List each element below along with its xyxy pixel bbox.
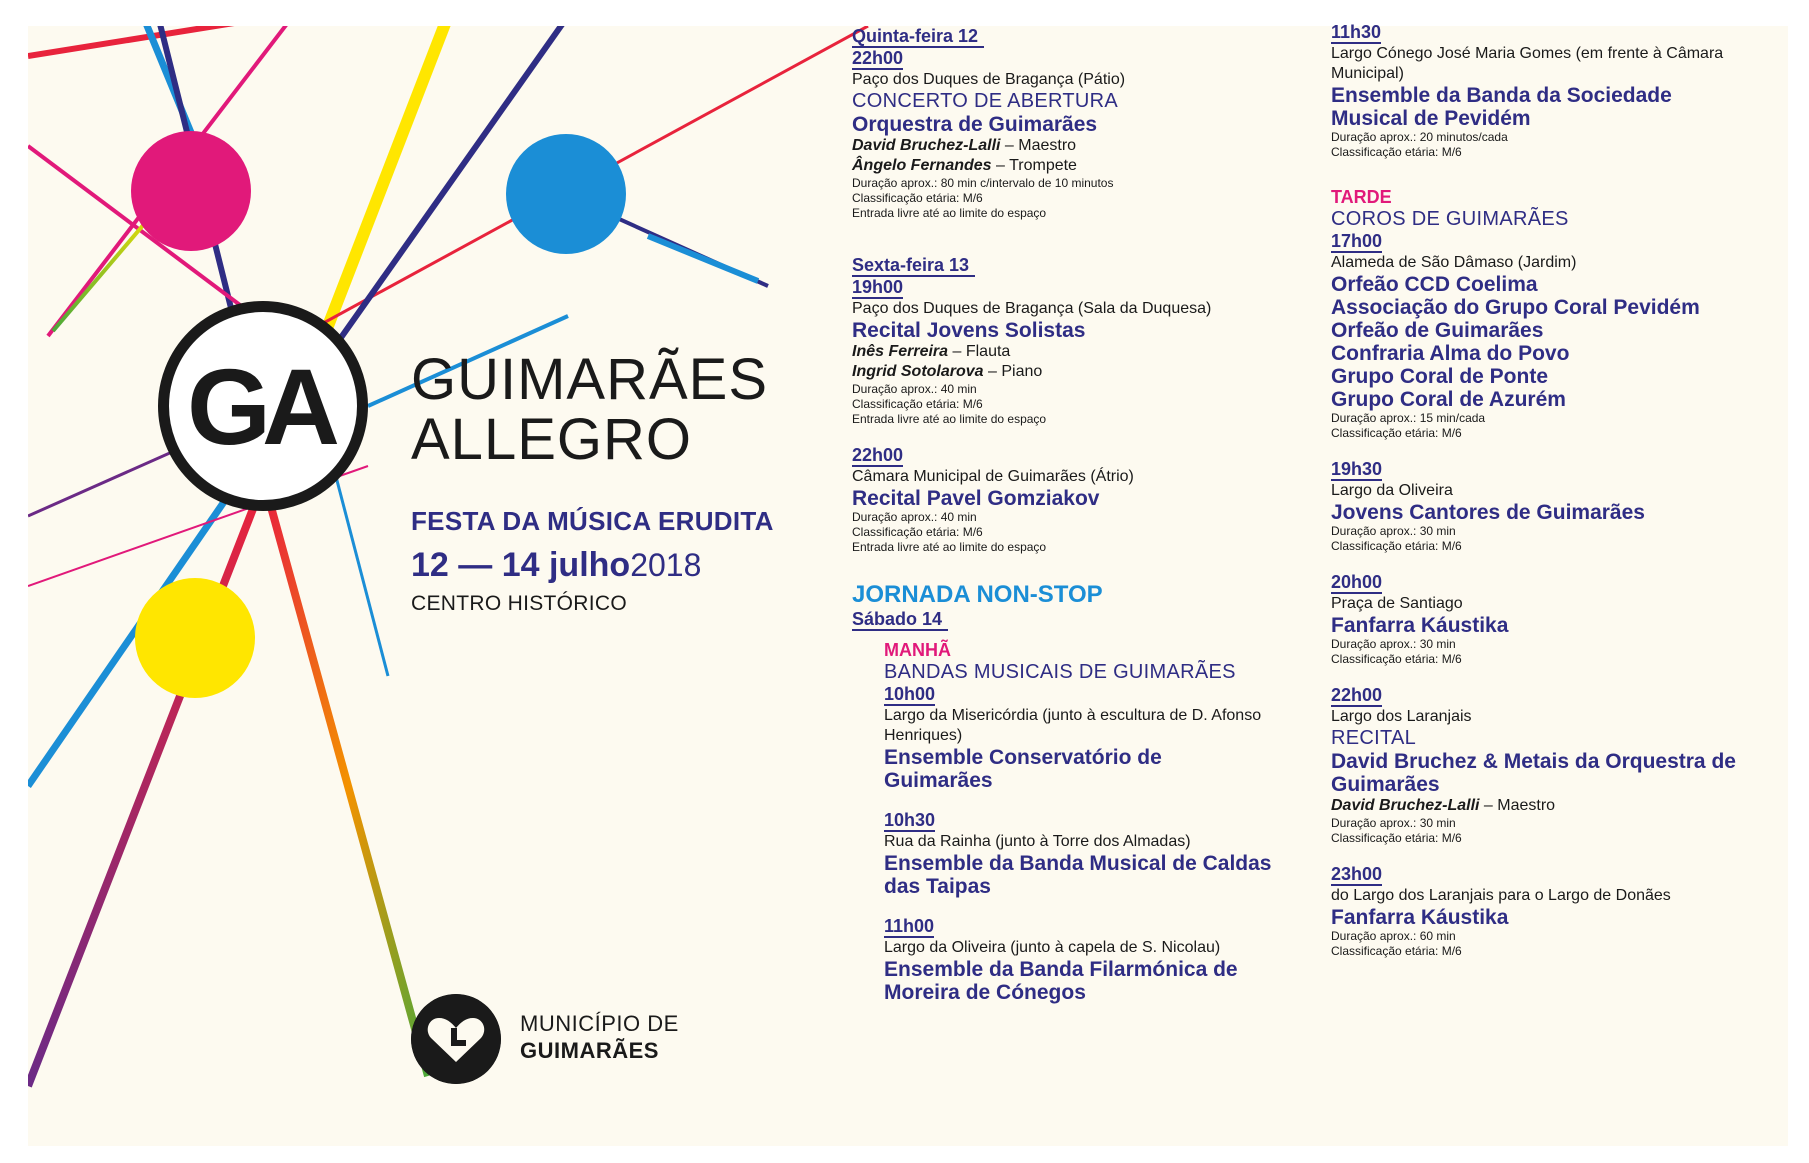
event-role xyxy=(852,156,1272,176)
morning-section xyxy=(884,631,1272,1004)
event-performer: Ensemble da Banda Filarmónica de Moreira de Cónegos xyxy=(884,958,1238,1004)
event-time: 22h00 xyxy=(852,445,904,465)
choir-name: Confraria Alma do Povo xyxy=(1331,342,1570,365)
event-duration: Duração aprox.: 15 min/cada xyxy=(1331,411,1486,425)
day-friday: Sexta-feira 13 xyxy=(852,255,975,277)
ga-logo xyxy=(158,301,368,511)
ga-logo-text: GA xyxy=(187,345,331,467)
line-blue-right xyxy=(648,236,758,281)
event-place: Largo da Oliveira xyxy=(1331,482,1453,499)
yellow-circle xyxy=(135,578,255,698)
event-category: CONCERTO DE ABERTURA xyxy=(852,90,1119,112)
event-place: Largo dos Laranjais xyxy=(1331,708,1472,725)
day-saturday: Sábado 14 xyxy=(852,609,948,631)
event-place: Largo da Oliveira (junto à capela de S. Nicolau) xyxy=(884,939,1221,956)
municipality-line-1: MUNICÍPIO DE xyxy=(520,1011,679,1036)
role-title: – Maestro xyxy=(1000,137,1077,154)
event-duration: Duração aprox.: 30 min xyxy=(1331,637,1456,651)
event-rating: Classificação etária: M/6 xyxy=(852,525,983,539)
title-line-1: GUIMARÃES xyxy=(411,347,769,412)
line-yellow-diagonal xyxy=(328,26,448,326)
event-performer: Ensemble da Banda da Sociedade Musical de Pevidém xyxy=(1331,84,1672,130)
program-column-2 xyxy=(1331,22,1751,959)
role-name: David Bruchez-Lalli xyxy=(1331,797,1480,814)
day-thursday: Quinta-feira 12 xyxy=(852,26,984,48)
event-time: 20h00 xyxy=(1331,572,1383,592)
festival-dates xyxy=(411,548,701,582)
role-name: Ingrid Sotolarova xyxy=(852,363,984,380)
event-rating: Classificação etária: M/6 xyxy=(1331,652,1462,666)
event-rating: Classificação etária: M/6 xyxy=(1331,944,1462,958)
afternoon-label: TARDE xyxy=(1331,187,1392,207)
event-time: 11h30 xyxy=(1331,22,1382,42)
event-entry: Entrada livre até ao limite do espaço xyxy=(852,540,1047,554)
event-place: Paço dos Duques de Bragança (Pátio) xyxy=(852,71,1126,88)
event-duration: Duração aprox.: 30 min xyxy=(1331,524,1456,538)
choir-name: Grupo Coral de Azurém xyxy=(1331,388,1566,411)
event-role xyxy=(852,362,1272,382)
event-rating: Classificação etária: M/6 xyxy=(1331,426,1462,440)
event-category: RECITAL xyxy=(1331,727,1417,749)
dates-year: 2018 xyxy=(630,547,702,583)
event-rating: Classificação etária: M/6 xyxy=(1331,831,1462,845)
choir-name: Orfeão CCD Coelima xyxy=(1331,273,1538,296)
event-time: 19h00 xyxy=(852,277,904,297)
festival-subtitle: FESTA DA MÚSICA ERUDITA xyxy=(411,506,774,536)
event-performer: Fanfarra Káustika xyxy=(1331,614,1509,637)
blue-circle xyxy=(506,134,626,254)
event-duration: Duração aprox.: 40 min xyxy=(852,510,977,524)
line-rainbow-right xyxy=(268,496,428,1076)
role-name: David Bruchez-Lalli xyxy=(852,137,1001,154)
magenta-circle xyxy=(131,131,251,251)
role-title: – Piano xyxy=(983,363,1043,380)
event-role xyxy=(1331,796,1751,816)
event-performer: Fanfarra Káustika xyxy=(1331,906,1509,929)
dates-range: 12 — 14 julho xyxy=(411,546,631,584)
role-title: – Flauta xyxy=(948,343,1011,360)
event-time: 19h30 xyxy=(1331,459,1383,479)
line-teal xyxy=(328,446,388,676)
event-duration: Duração aprox.: 60 min xyxy=(1331,929,1456,943)
event-place: Rua da Rainha (junto à Torre dos Almadas) xyxy=(884,833,1191,850)
event-place: Câmara Municipal de Guimarães (Átrio) xyxy=(852,468,1134,485)
event-duration: Duração aprox.: 20 minutos/cada xyxy=(1331,130,1508,144)
event-rating: Classificação etária: M/6 xyxy=(1331,539,1462,553)
event-time: 22h00 xyxy=(1331,685,1383,705)
event-time: 11h00 xyxy=(884,916,935,936)
event-time: 17h00 xyxy=(1331,231,1383,251)
event-performer: Recital Pavel Gomziakov xyxy=(852,487,1100,510)
choir-name: Associação do Grupo Coral Pevidém xyxy=(1331,296,1700,319)
choir-name: Orfeão de Guimarães xyxy=(1331,319,1544,342)
title-line-2: ALLEGRO xyxy=(411,407,692,472)
event-duration: Duração aprox.: 40 min xyxy=(852,382,977,396)
afternoon-category: COROS DE GUIMARÃES xyxy=(1331,208,1569,230)
event-time: 23h00 xyxy=(1331,864,1383,884)
event-place: Largo Cónego José Maria Gomes (em frente à Câmara Municipal) xyxy=(1331,45,1724,82)
event-duration: Duração aprox.: 30 min xyxy=(1331,816,1456,830)
event-performer: Orquestra de Guimarães xyxy=(852,113,1098,136)
morning-label: MANHÃ xyxy=(884,640,951,660)
role-name: Inês Ferreira xyxy=(852,343,949,360)
event-performer: Jovens Cantores de Guimarães xyxy=(1331,501,1645,524)
choir-name: Grupo Coral de Ponte xyxy=(1331,365,1549,388)
festival-location: CENTRO HISTÓRICO xyxy=(411,592,627,615)
event-place: Praça de Santiago xyxy=(1331,595,1463,612)
event-rating: Classificação etária: M/6 xyxy=(852,397,983,411)
event-place: Alameda de São Dâmaso (Jardim) xyxy=(1331,254,1577,271)
event-performer: Ensemble Conservatório de Guimarães xyxy=(884,746,1162,792)
event-entry: Entrada livre até ao limite do espaço xyxy=(852,412,1047,426)
event-time: 10h30 xyxy=(884,810,936,830)
event-place: Largo da Misericórdia (junto à escultura de D. Afonso Henriques) xyxy=(884,707,1262,744)
event-performer: Recital Jovens Solistas xyxy=(852,319,1086,342)
event-place: do Largo dos Laranjais para o Largo de Donães xyxy=(1331,887,1671,904)
event-role xyxy=(852,342,1272,362)
role-name: Ângelo Fernandes xyxy=(852,157,992,174)
event-time: 22h00 xyxy=(852,48,904,68)
event-role xyxy=(852,136,1272,156)
event-time: 10h00 xyxy=(884,684,936,704)
role-title: – Trompete xyxy=(991,157,1077,174)
event-rating: Classificação etária: M/6 xyxy=(1331,145,1462,159)
event-place: Paço dos Duques de Bragança (Sala da Duquesa) xyxy=(852,300,1212,317)
municipality-heart-icon xyxy=(411,994,501,1084)
event-entry: Entrada livre até ao limite do espaço xyxy=(852,206,1047,220)
event-performer: David Bruchez & Metais da Orquestra de Guimarães xyxy=(1331,750,1736,796)
role-title: – Maestro xyxy=(1479,797,1556,814)
event-performer: Ensemble da Banda Musical de Caldas das Taipas xyxy=(884,852,1272,898)
municipality-line-2: GUIMARÃES xyxy=(520,1038,659,1063)
event-rating: Classificação etária: M/6 xyxy=(852,191,983,205)
event-duration: Duração aprox.: 80 min c/intervalo de 10 minutos xyxy=(852,176,1114,190)
morning-category: BANDAS MUSICAIS DE GUIMARÃES xyxy=(884,661,1236,683)
program-column-1 xyxy=(852,26,1272,1004)
jornada-title: JORNADA NON-STOP xyxy=(852,581,1103,608)
